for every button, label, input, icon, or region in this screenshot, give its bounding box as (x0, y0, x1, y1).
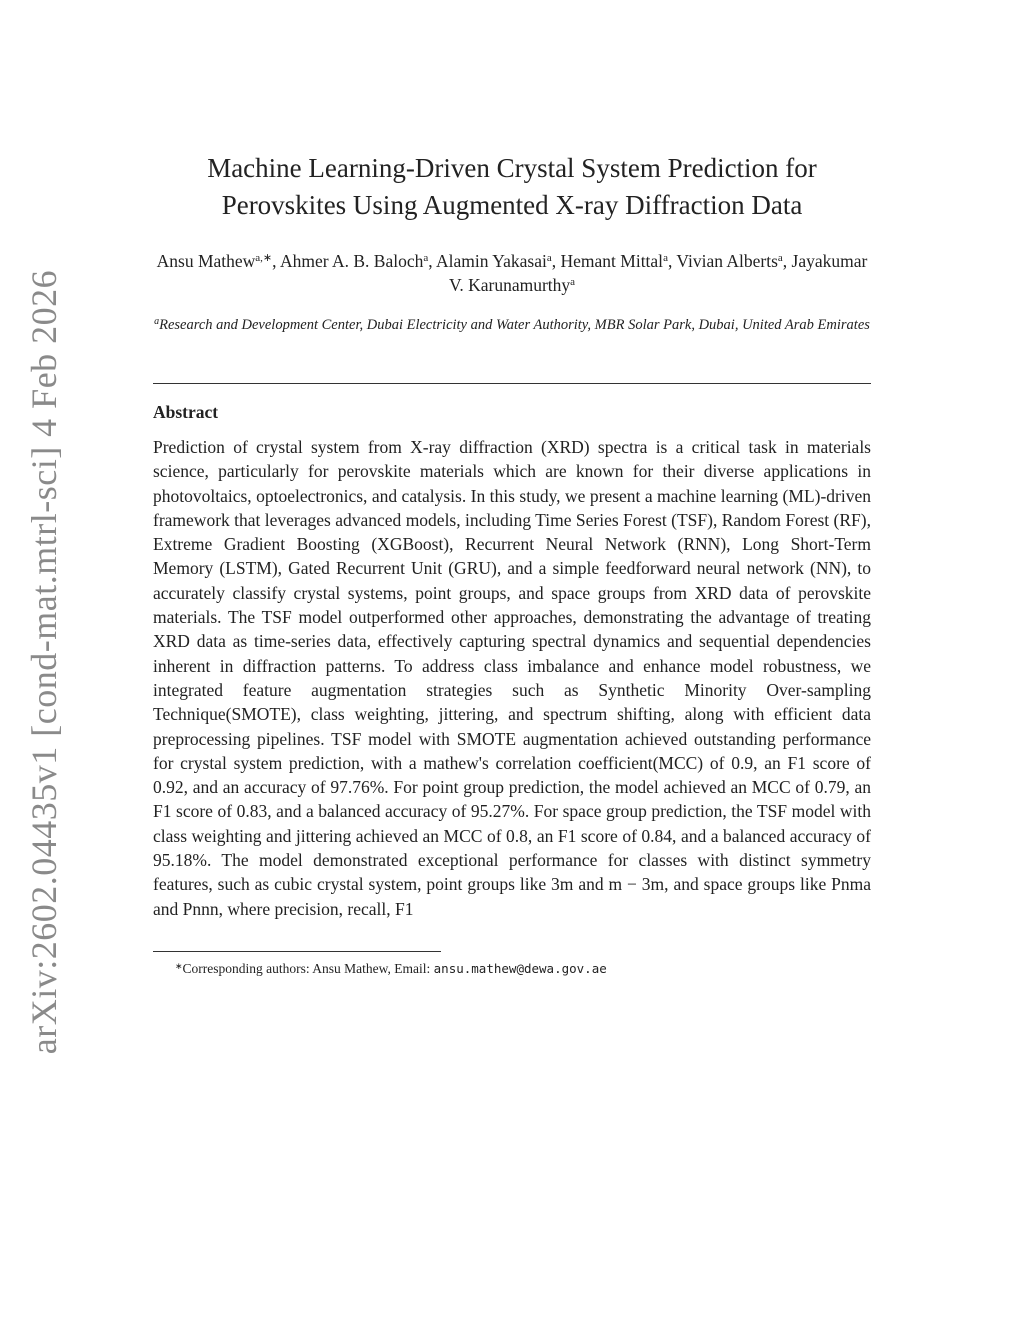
footnote-text: Corresponding authors: Ansu Mathew, Email: (182, 960, 434, 976)
affiliation (153, 315, 871, 335)
author-6: Jayakumar V. Karunamurthy$^a$ (448, 251, 868, 295)
footnote-mark: ∗ (175, 960, 183, 971)
author-1: Ansu Mathew$^{a,∗}$, (156, 251, 280, 271)
paper-first-page (153, 150, 871, 978)
author-3: Alamin Yakasai$^a$, (436, 251, 561, 271)
arxiv-identifier-stamp: arXiv:2602.04435v1 [cond-mat.mtrl-sci] 4 Feb 2026 (24, 269, 64, 1055)
author-2: Ahmer A. B. Baloch$^a$, (279, 251, 437, 271)
author-5: Vivian Alberts$^a$, (676, 251, 792, 271)
corresponding-author-footnote (153, 960, 871, 978)
author-email-link[interactable]: ansu.mathew@dewa.gov.ae (433, 960, 607, 976)
title-line-2: Perovskites Using Augmented X-ray Diffraction Data (221, 190, 803, 220)
author-4: Hemant Mittal$^a$, (560, 251, 677, 271)
title-line-1: Machine Learning-Driven Crystal System Prediction for (207, 153, 817, 183)
paper-title (153, 150, 871, 224)
abstract-heading: Abstract (153, 402, 219, 422)
abstract-divider (153, 383, 871, 384)
affiliation-text: Research and Development Center, Dubai Electricity and Water Authority, MBR Solar Park, Dubai, United Arab Emirates (159, 317, 870, 333)
author-list (153, 249, 871, 297)
footnote-divider (153, 951, 441, 952)
abstract-body: Prediction of crystal system from X-ray diffraction (XRD) spectra is a critical task in materials science, particularly for perovskite materials which are known for their diverse applications in photovoltaics, optoelectronics, and catalysis. In this study, we present a machine learning (ML)-driven framework that leverages advanced models, including Time Series Forest (TSF), Random Forest (RF), Extreme Gradient Boosting (XGBoost), Recurrent Neural Network (RNN), Long Short-Term Memory (LSTM), Gated Recurrent Unit (GRU), and a simple feedforward neural network (NN), to accurately classify crystal systems, point groups, and space groups from XRD data of perovskite materials. The TSF model outperformed other approaches, demonstrating the advantage of treating XRD data as time-series data, effectively capturing spectral dynamics and sequential dependencies inherent in diffraction patterns. To address class imbalance and enhance model robustness, we integrated feature augmentation strategies such as Synthetic Minority Over-sampling Technique(SMOTE), class weighting, jittering, and spectrum shifting, along with efficient data preprocessing pipelines. TSF model with SMOTE augmentation achieved outstanding performance for crystal system prediction, with a mathew's correlation coefficient(MCC) of 0.9, an F1 score of 0.92, and an accuracy of 97.76%. For point group prediction, the model achieved an MCC of 0.79, an F1 score of 0.83, and a balanced accuracy of 95.27%. For space group prediction, the TSF model with class weighting and jittering achieved an MCC of 0.8, an F1 score of 0.84, and a balanced accuracy of 95.18%. The model demonstrated exceptional performance for classes with distinct symmetry features, such as cubic crystal system, point groups like 3m and m − 3m, and space groups like Pnma and Pnnn, where precision, recall, F1 (153, 437, 871, 919)
affiliation-mark: a (154, 316, 160, 327)
